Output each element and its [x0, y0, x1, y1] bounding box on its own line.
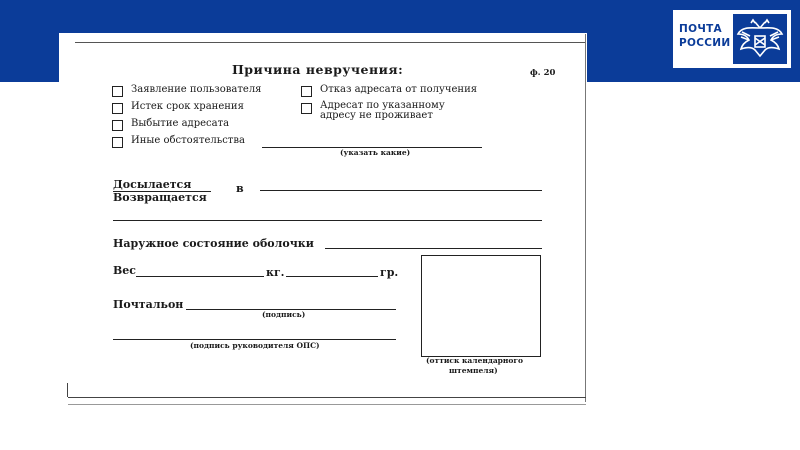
logo-text-line1: ПОЧТА — [679, 23, 722, 35]
frame-line-bottom-secondary — [68, 404, 586, 405]
weight-gr-line[interactable] — [286, 276, 378, 277]
logo-text — [679, 22, 731, 50]
calendar-stamp-box — [421, 255, 541, 357]
checkbox-refusal[interactable] — [301, 86, 312, 97]
checkbox-label-addressee-left: Выбытие адресата — [131, 118, 230, 129]
checkbox-label-other-circumstances: Иные обстоятельства — [131, 135, 245, 146]
stamp-caption-line1: (оттиск календарного — [426, 356, 524, 365]
frame-line-bottom — [68, 397, 586, 398]
eagle-emblem-icon — [733, 14, 787, 64]
head-signature-caption: (подпись руководителя ОПС) — [190, 341, 320, 350]
destination-line-2[interactable] — [113, 220, 542, 221]
checkbox-label-refusal: Отказ адресата от получения — [320, 84, 478, 95]
weight-label: Вес — [113, 264, 136, 277]
form-number: ф. 20 — [530, 68, 556, 78]
russian-post-logo — [673, 10, 791, 68]
shell-condition-line[interactable] — [325, 248, 542, 249]
to-label: в — [236, 182, 244, 195]
checkbox-label-not-living-line1: Адресат по указанному — [320, 100, 445, 111]
checkbox-not-living[interactable] — [301, 103, 312, 114]
checkbox-other-circumstances[interactable] — [112, 137, 123, 148]
returned-label: Возвращается — [113, 191, 207, 204]
checkbox-label-not-living-line2: адресу не проживает — [320, 110, 433, 121]
shell-condition-label: Наружное состояние оболочки — [113, 237, 314, 250]
checkbox-label-storage-expired: Истек срок хранения — [131, 101, 244, 112]
destination-line[interactable] — [260, 190, 542, 191]
stamp-caption-line2: штемпеля) — [449, 366, 498, 375]
weight-kg-line[interactable] — [136, 276, 264, 277]
form-title: Причина невручения: — [232, 62, 404, 77]
gr-label: гр. — [380, 266, 399, 279]
kg-label: кг. — [266, 266, 285, 279]
frame-line-left — [67, 383, 68, 397]
logo-text-line2: РОССИИ — [679, 37, 731, 49]
checkbox-user-request[interactable] — [112, 86, 123, 97]
checkbox-label-user-request: Заявление пользователя — [131, 84, 262, 95]
checkbox-storage-expired[interactable] — [112, 103, 123, 114]
specify-caption: (указать какие) — [340, 148, 411, 157]
postman-label: Почтальон — [113, 298, 184, 311]
head-signature-line[interactable] — [113, 339, 396, 340]
forwarded-label: Досылается — [113, 178, 192, 191]
frame-line-top — [75, 42, 585, 43]
signature-caption: (подпись) — [262, 310, 306, 319]
checkbox-addressee-left[interactable] — [112, 120, 123, 131]
frame-line-right — [585, 34, 586, 402]
